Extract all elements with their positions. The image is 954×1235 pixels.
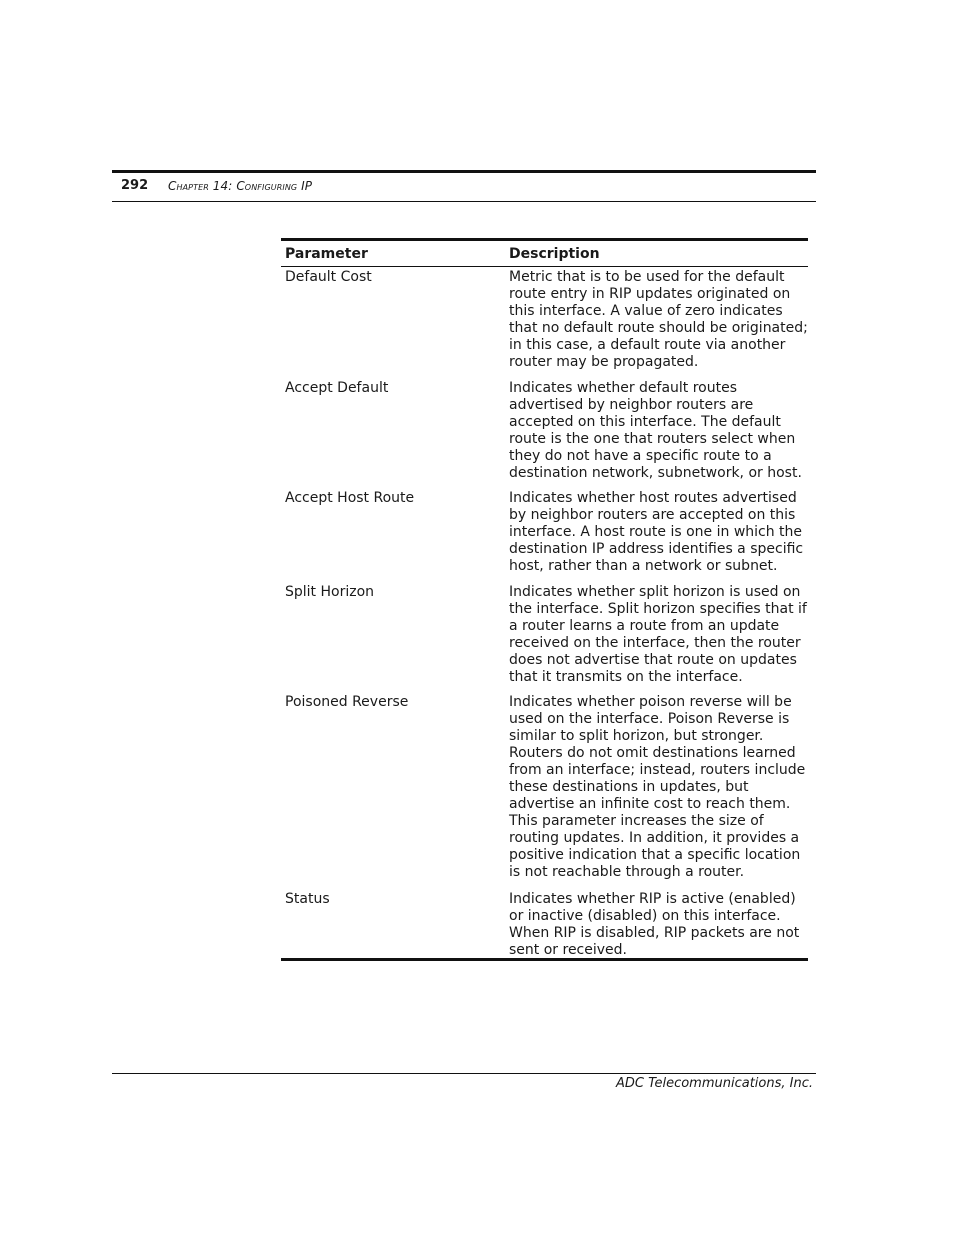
page-number: 292 [121, 178, 149, 193]
table-row [281, 488, 808, 582]
parameter-name: Accept Default [285, 380, 389, 396]
parameter-description: Indicates whether split horizon is used on the interface. Split horizon specifies that if a router learns a route from an update received on the interface, then the router does not advertise that route on updates that it transmits on the interface. [509, 584, 807, 685]
parameter-description: Indicates whether RIP is active (enabled) or inactive (disabled) on this interface. When RIP is disabled, RIP packets are not sent or received. [509, 891, 800, 958]
table-row [281, 889, 808, 958]
parameter-description: Indicates whether host routes advertised by neighbor routers are accepted on this interface. A host route is one in which the destination IP address identifies a specific host, rather than a network or subnet. [509, 490, 804, 574]
column-header-parameter: Parameter [285, 245, 368, 262]
parameter-name: Accept Host Route [285, 490, 415, 506]
column-header-description: Description [509, 245, 600, 262]
footer-rule [112, 1073, 816, 1074]
parameter-table [281, 238, 808, 961]
footer-company: ADC Telecommunications, Inc. [616, 1076, 813, 1091]
parameter-name: Status [285, 891, 330, 907]
parameter-name: Default Cost [285, 269, 372, 285]
header-bottom-rule [112, 201, 816, 202]
parameter-description: Indicates whether default routes advertised by neighbor routers are accepted on this interface. The default route is the one that routers select when they do not have a specific route to a destination network, subnetwork, or host. [509, 380, 802, 481]
parameter-description: Metric that is to be used for the default route entry in RIP updates originated on this interface. A value of zero indicates that no default route should be originated; in this case, a default route via another router may be propagated. [509, 269, 808, 370]
header-top-rule [112, 170, 816, 173]
table-row [281, 378, 808, 488]
table-row [281, 582, 808, 692]
parameter-name: Poisoned Reverse [285, 694, 409, 710]
table-header-row [281, 241, 808, 267]
table-row [281, 267, 808, 378]
parameter-name: Split Horizon [285, 584, 375, 600]
parameter-description: Indicates whether poison reverse will be used on the interface. Poison Reverse is similar to split horizon, but stronger. Routers do not omit destinations learned from an interface; instead, routers include these destinations in updates, but advertise an infinite cost to reach them. This parameter increases the size of routing updates. In addition, it provides a positive indication that a specific location is not reachable through a router. [509, 694, 806, 880]
table-row [281, 692, 808, 889]
chapter-title: Chapter 14: Configuring IP [168, 179, 313, 193]
